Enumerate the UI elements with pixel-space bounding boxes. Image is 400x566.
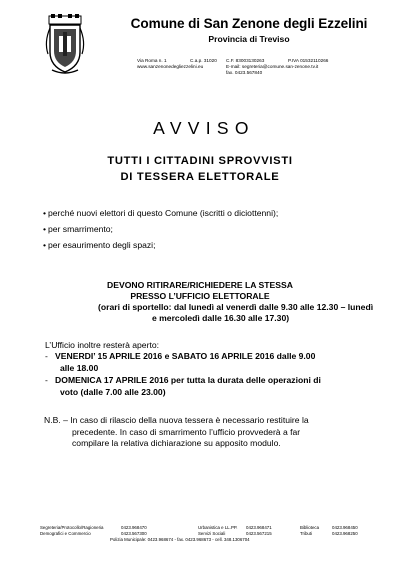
municipal-coat-of-arms-icon (42, 14, 88, 76)
footer-office-label: Urbanistica e LL.PP. (198, 525, 238, 530)
footer-office-phone: 0423.968250 (332, 531, 358, 536)
contact-fax: fax. 0423.567840 (226, 70, 263, 75)
contact-email: E-mail: segreteria@comune.san-zenone.tv.it (226, 64, 319, 69)
bullet-icon: • (43, 208, 47, 218)
office-hours-line2: e mercoledì dalle 16.30 alle 17.30) (152, 313, 290, 323)
footer-office-label: Servizi Sociali (198, 531, 226, 536)
notice-subtitle-line2: DI TESSERA ELETTORALE (120, 171, 280, 183)
extra-opening-continuation: voto (dalle 7.00 alle 23.00) (60, 387, 166, 397)
list-item (43, 208, 278, 218)
footer-office-label: Tributi (300, 531, 313, 536)
footer-office-label: Demografici e Commercio (40, 531, 91, 536)
footer-office-label: Segreteria/Protocollo/Ragioneria (40, 525, 104, 530)
notice-subtitle-line1: TUTTI I CITTADINI SPROVVISTI (107, 155, 293, 167)
note-paragraph (44, 415, 359, 450)
bullet-icon: • (43, 240, 47, 250)
contact-website: www.sanzenonedegliezzelini.eu (137, 64, 204, 69)
bullet-icon: • (43, 224, 47, 234)
footer-office-phone: 0423.968471 (246, 525, 272, 530)
extra-opening-text: DOMENICA 17 APRILE 2016 per tutta la durata delle operazioni di (55, 375, 321, 385)
list-item (43, 224, 113, 234)
list-item-text: per esaurimento degli spazi; (48, 240, 156, 250)
extra-opening-intro: L’Ufficio inoltre resterà aperto: (45, 340, 160, 350)
dash-marker: - (45, 375, 48, 385)
must-collect-line1: DEVONO RITIRARE/RICHIEDERE LA STESSA (107, 280, 293, 290)
contact-piva: P.IVA 01532110266 (288, 58, 329, 63)
extra-opening-item (45, 375, 321, 386)
municipality-title: Comune di San Zenone degli Ezzelini (130, 16, 368, 31)
extra-opening-continuation: alle 18.00 (60, 363, 99, 373)
office-hours-line1: (orari di sportello: dal lunedì al venerdì dalle 9.30 alle 12.30 – lunedì (98, 302, 374, 312)
must-collect-line2: PRESSO L’UFFICIO ELETTORALE (130, 291, 270, 301)
footer-office-phone: 0423.968450 (332, 525, 358, 530)
list-item-text: perché nuovi elettori di questo Comune (iscritti o diciottenni); (48, 208, 279, 218)
contact-cf: C.F. 83003130263 (226, 58, 265, 63)
footer-office-phone: 0423.567300 (121, 531, 147, 536)
contact-cap: C.a.p. 31020 (190, 58, 217, 63)
note-line: precedente. In caso di smarrimento l’ufficio provvederà a far (72, 426, 301, 437)
list-item-text: per smarrimento; (48, 224, 113, 234)
contact-address: Via Roma n. 1 (137, 58, 167, 63)
extra-opening-item (45, 351, 315, 362)
province-name: Provincia di Treviso (208, 34, 290, 44)
footer-office-phone: 0423.567215 (246, 531, 272, 536)
footer-office-phone: 0423.968470 (121, 525, 147, 530)
extra-opening-text: VENERDI’ 15 APRILE 2016 e SABATO 16 APRILE 2016 dalle 9.00 (55, 351, 316, 361)
note-line: N.B. – In caso di rilascio della nuova tessera è necessario restituire la (44, 415, 309, 425)
notice-heading: AVVISO (153, 118, 255, 138)
footer-office-label: Biblioteca (300, 525, 320, 530)
footer-police-contact: Polizia Municipale: 0423.968674 - fax. 0423.968673 - cell. 348.1306704 (110, 537, 250, 542)
list-item (43, 240, 155, 250)
note-line: compilare la relativa dichiarazione su apposito modulo. (72, 438, 281, 449)
dash-marker: - (45, 351, 48, 361)
